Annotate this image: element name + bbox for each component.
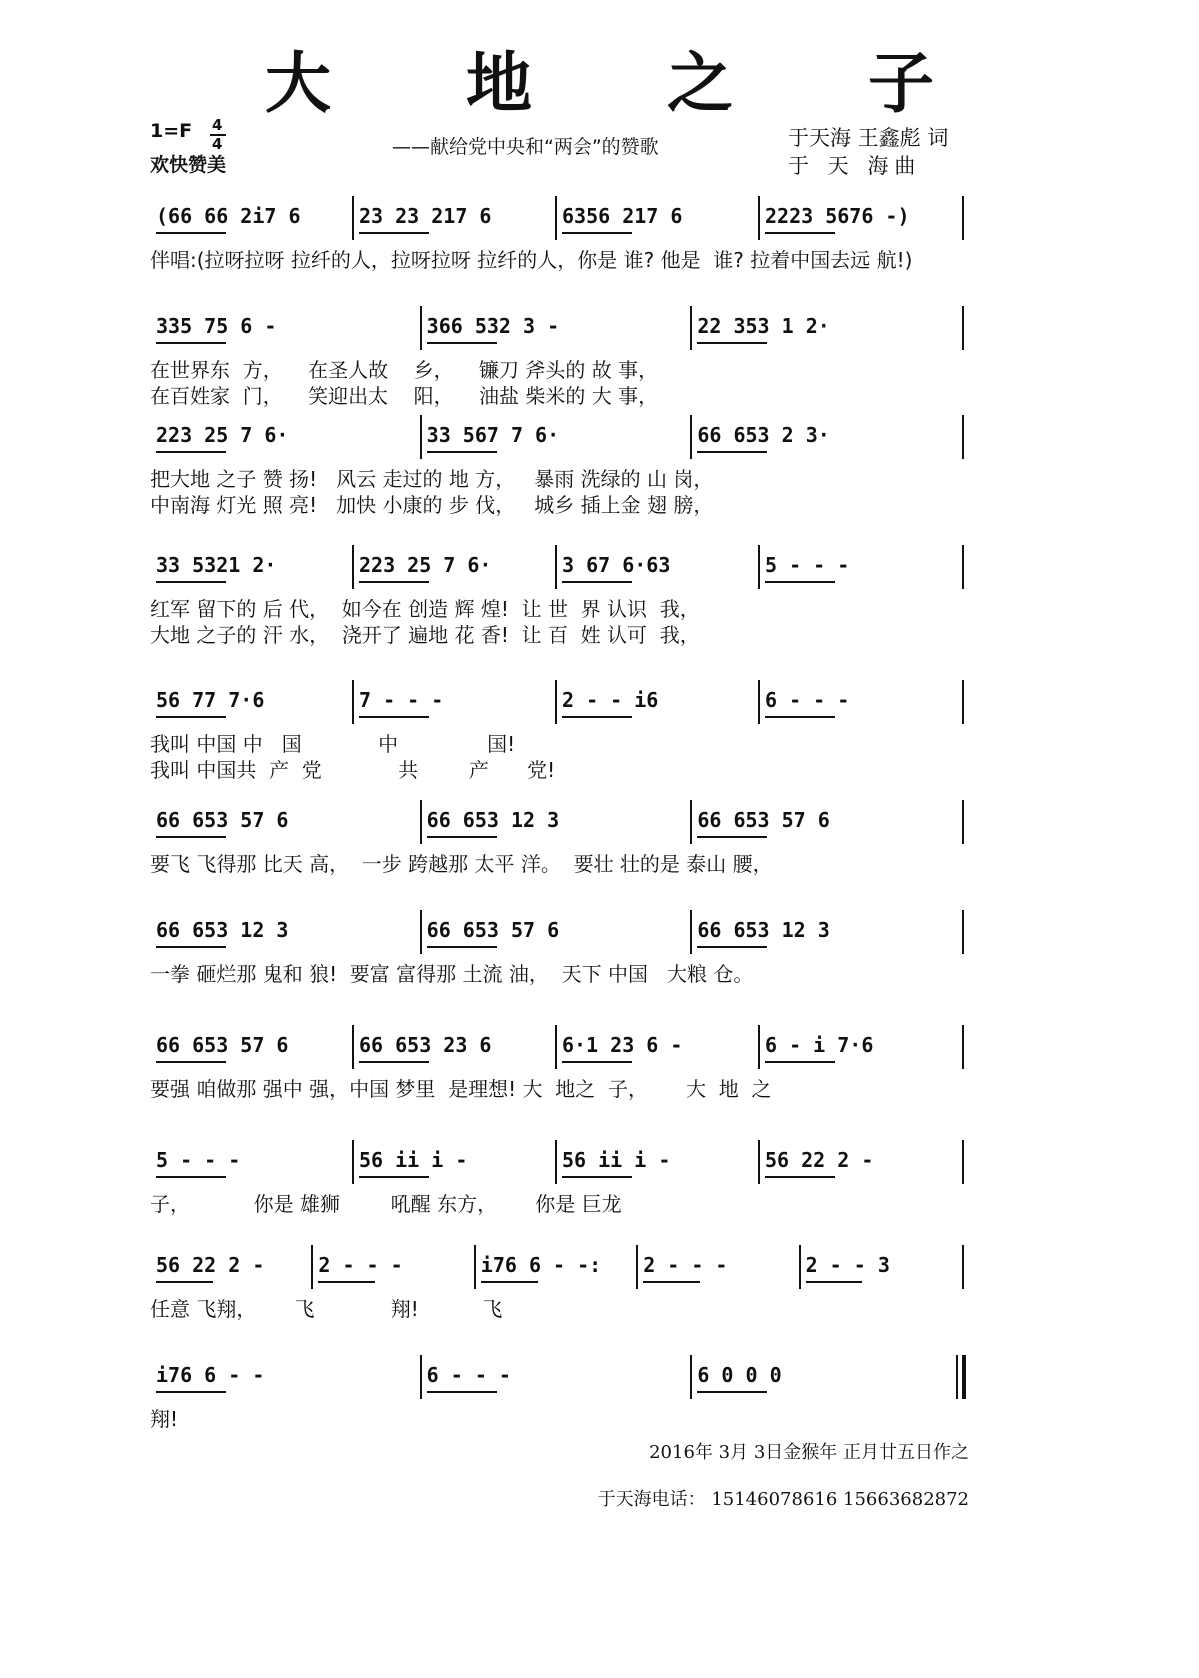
note-beam: [562, 716, 632, 718]
barline: [420, 415, 422, 459]
measure-notes: 7 - - -: [359, 688, 444, 712]
note-beam: [562, 581, 632, 583]
barline: [758, 1140, 760, 1184]
note-beam: [697, 836, 767, 838]
measure-notes: 33 5321 2·: [156, 553, 277, 577]
barline: [555, 1025, 557, 1069]
measure-notes: 66 653 57 6: [697, 808, 830, 832]
measure-notes: 66 653 12 3: [426, 808, 560, 832]
barline: [758, 545, 760, 589]
barline-end: [962, 680, 964, 724]
measure-notes: 66 653 57 6: [426, 918, 560, 942]
barline: [690, 800, 692, 844]
barline-end: [962, 910, 964, 954]
measure-notes: 56 22 2 -: [156, 1253, 265, 1277]
note-beam: [156, 232, 226, 234]
composer: 于 天 海曲: [788, 154, 922, 178]
measure-notes: 66 653 12 3: [697, 918, 830, 942]
note-beam: [156, 1176, 226, 1178]
measure-notes: 56 ii i -: [562, 1148, 671, 1172]
lyric-line: 红军 留下的 后 代， 如今在 创造 辉 煌! 让 世 界 认识 我，: [150, 597, 700, 621]
lyric-line: 一拳 砸烂那 鬼和 狼! 要富 富得那 土流 油， 天下 中国 大粮 仓。: [150, 962, 754, 986]
note-beam: [562, 1176, 632, 1178]
barline: [799, 1245, 801, 1289]
note-beam: [481, 1281, 538, 1283]
note-beam: [427, 342, 497, 344]
lyricist: 于天海 王鑫彪 词: [788, 126, 949, 150]
measure-notes: (66 66 2i7 6: [156, 204, 301, 228]
lyric-line: 把大地 之子 赞 扬! 风云 走过的 地 方， 暴雨 洗绿的 山 岗，: [150, 467, 714, 491]
note-beam: [697, 342, 767, 344]
note-beam: [806, 1281, 863, 1283]
lyric-line: 我叫 中国共 产 党 共 产 党!: [150, 758, 556, 782]
note-beam: [156, 451, 226, 453]
note-beam: [359, 1061, 429, 1063]
barline: [420, 1355, 422, 1399]
note-beam: [765, 1061, 835, 1063]
barline: [636, 1245, 638, 1289]
barline: [758, 196, 760, 240]
note-beam: [427, 836, 497, 838]
barline: [352, 1025, 354, 1069]
barline: [555, 680, 557, 724]
measure-notes: 2 - - i6: [562, 688, 659, 712]
lyric-line: 子， 你是 雄狮 吼醒 东方， 你是 巨龙: [150, 1192, 622, 1216]
note-beam: [359, 1176, 429, 1178]
measure-notes: 22 353 1 2·: [697, 314, 830, 338]
lyric-line: 我叫 中国 中 国 中 国!: [150, 732, 516, 756]
note-beam: [562, 1061, 632, 1063]
measure-notes: 366 532 3 -: [426, 314, 560, 338]
measure-notes: 2 - - -: [318, 1253, 403, 1277]
note-beam: [697, 451, 767, 453]
barline-end: [962, 800, 964, 844]
note-beam: [643, 1281, 700, 1283]
note-beam: [318, 1281, 375, 1283]
note-beam: [427, 1391, 497, 1393]
note-beam: [359, 232, 429, 234]
note-beam: [156, 1061, 226, 1063]
note-beam: [427, 946, 497, 948]
measure-notes: 33 567 7 6·: [426, 423, 560, 447]
barline: [555, 1140, 557, 1184]
note-beam: [765, 716, 835, 718]
lyric-line: 要强 咱做那 强中 强，中国 梦里 是理想! 大 地之 子， 大 地 之: [150, 1077, 772, 1101]
lyric-line: 大地 之子的 汗 水， 浇开了 遍地 花 香! 让 百 姓 认可 我，: [150, 623, 700, 647]
measure-notes: 6 - - -: [765, 688, 850, 712]
lyric-line: 在百姓家 门， 笑迎出太 阳， 油盐 柴米的 大 事，: [150, 384, 659, 408]
measure-notes: 66 653 12 3: [156, 918, 289, 942]
lyric-line: 在世界东 方， 在圣人故 乡， 镰刀 斧头的 故 事，: [150, 358, 659, 382]
note-beam: [156, 1391, 226, 1393]
measure-notes: 6·1 23 6 -: [562, 1033, 683, 1057]
measure-notes: 6 - i 7·6: [765, 1033, 874, 1057]
measure-notes: 335 75 6 -: [156, 314, 277, 338]
measure-notes: 66 653 2 3·: [697, 423, 830, 447]
note-beam: [156, 946, 226, 948]
barline-end: [962, 545, 964, 589]
composition-date: 2016年 3月 3日金猴年 正月廿五日作之: [649, 1442, 969, 1463]
barline-final: [956, 1355, 958, 1399]
note-beam: [765, 1176, 835, 1178]
lyric-line: 中南海 灯光 照 亮! 加快 小康的 步 伐， 城乡 插上金 翅 膀，: [150, 493, 714, 517]
subtitle: ——献给党中央和“两会”的赞歌: [392, 136, 659, 158]
note-beam: [697, 1391, 767, 1393]
note-beam: [156, 342, 226, 344]
barline: [474, 1245, 476, 1289]
key-signature: 1=F: [150, 120, 193, 142]
barline: [758, 680, 760, 724]
song-title: 大 地 之 子: [265, 44, 990, 122]
measure-notes: 2 - - 3: [805, 1253, 890, 1277]
note-beam: [765, 581, 835, 583]
measure-notes: 56 ii i -: [359, 1148, 468, 1172]
measure-notes: 223 25 7 6·: [156, 423, 289, 447]
barline-end: [962, 1245, 964, 1289]
barline-end: [962, 1355, 966, 1399]
barline: [352, 1140, 354, 1184]
lyric-line: 任意 飞翔， 飞 翔! 飞: [150, 1297, 503, 1321]
note-beam: [156, 1281, 213, 1283]
note-beam: [562, 232, 632, 234]
measure-notes: 56 77 7·6: [156, 688, 265, 712]
note-beam: [765, 232, 835, 234]
measure-notes: 2223 5676 -): [765, 204, 910, 228]
measure-notes: i76 6 - -:: [480, 1253, 602, 1277]
barline: [352, 196, 354, 240]
barline-end: [962, 415, 964, 459]
barline: [555, 545, 557, 589]
time-signature-top: 4: [212, 116, 223, 134]
barline: [690, 1355, 692, 1399]
measure-notes: 23 23 217 6: [359, 204, 492, 228]
barline: [420, 910, 422, 954]
barline: [555, 196, 557, 240]
note-beam: [156, 716, 226, 718]
barline: [690, 415, 692, 459]
measure-notes: i76 6 - -: [156, 1363, 265, 1387]
measure-notes: 5 - - -: [765, 553, 850, 577]
measure-notes: 66 653 57 6: [156, 808, 289, 832]
barline: [690, 306, 692, 350]
barline: [420, 800, 422, 844]
note-beam: [359, 716, 429, 718]
measure-notes: 223 25 7 6·: [359, 553, 492, 577]
contact-info: 于天海电话： 15146078616 15663682872: [597, 1489, 969, 1510]
lyric-line: 翔!: [150, 1407, 179, 1431]
lyric-line: 伴唱:(拉呀拉呀 拉纤的人，拉呀拉呀 拉纤的人，你是 谁? 他是 谁? 拉着中国去远 航!): [150, 248, 913, 272]
barline-end: [962, 1025, 964, 1069]
measure-notes: 6356 217 6: [562, 204, 683, 228]
barline-end: [962, 196, 964, 240]
measure-notes: 5 - - -: [156, 1148, 241, 1172]
barline: [758, 1025, 760, 1069]
note-beam: [156, 836, 226, 838]
note-beam: [359, 581, 429, 583]
barline: [352, 545, 354, 589]
barline: [420, 306, 422, 350]
tempo-marking: 欢快赞美: [150, 154, 227, 176]
note-beam: [427, 451, 497, 453]
note-beam: [156, 581, 226, 583]
barline-end: [962, 1140, 964, 1184]
barline: [690, 910, 692, 954]
barline-end: [962, 306, 964, 350]
measure-notes: 3 67 6·63: [562, 553, 671, 577]
barline: [311, 1245, 313, 1289]
measure-notes: 2 - - -: [643, 1253, 728, 1277]
note-beam: [697, 946, 767, 948]
measure-notes: 56 22 2 -: [765, 1148, 874, 1172]
measure-notes: 6 0 0 0: [697, 1363, 782, 1387]
time-signature-bottom: 4: [212, 135, 223, 153]
measure-notes: 66 653 23 6: [359, 1033, 492, 1057]
lyric-line: 要飞 飞得那 比天 高， 一步 跨越那 太平 洋。 要壮 壮的是 泰山 腰，: [150, 852, 773, 876]
barline: [352, 680, 354, 724]
measure-notes: 66 653 57 6: [156, 1033, 289, 1057]
measure-notes: 6 - - -: [426, 1363, 511, 1387]
